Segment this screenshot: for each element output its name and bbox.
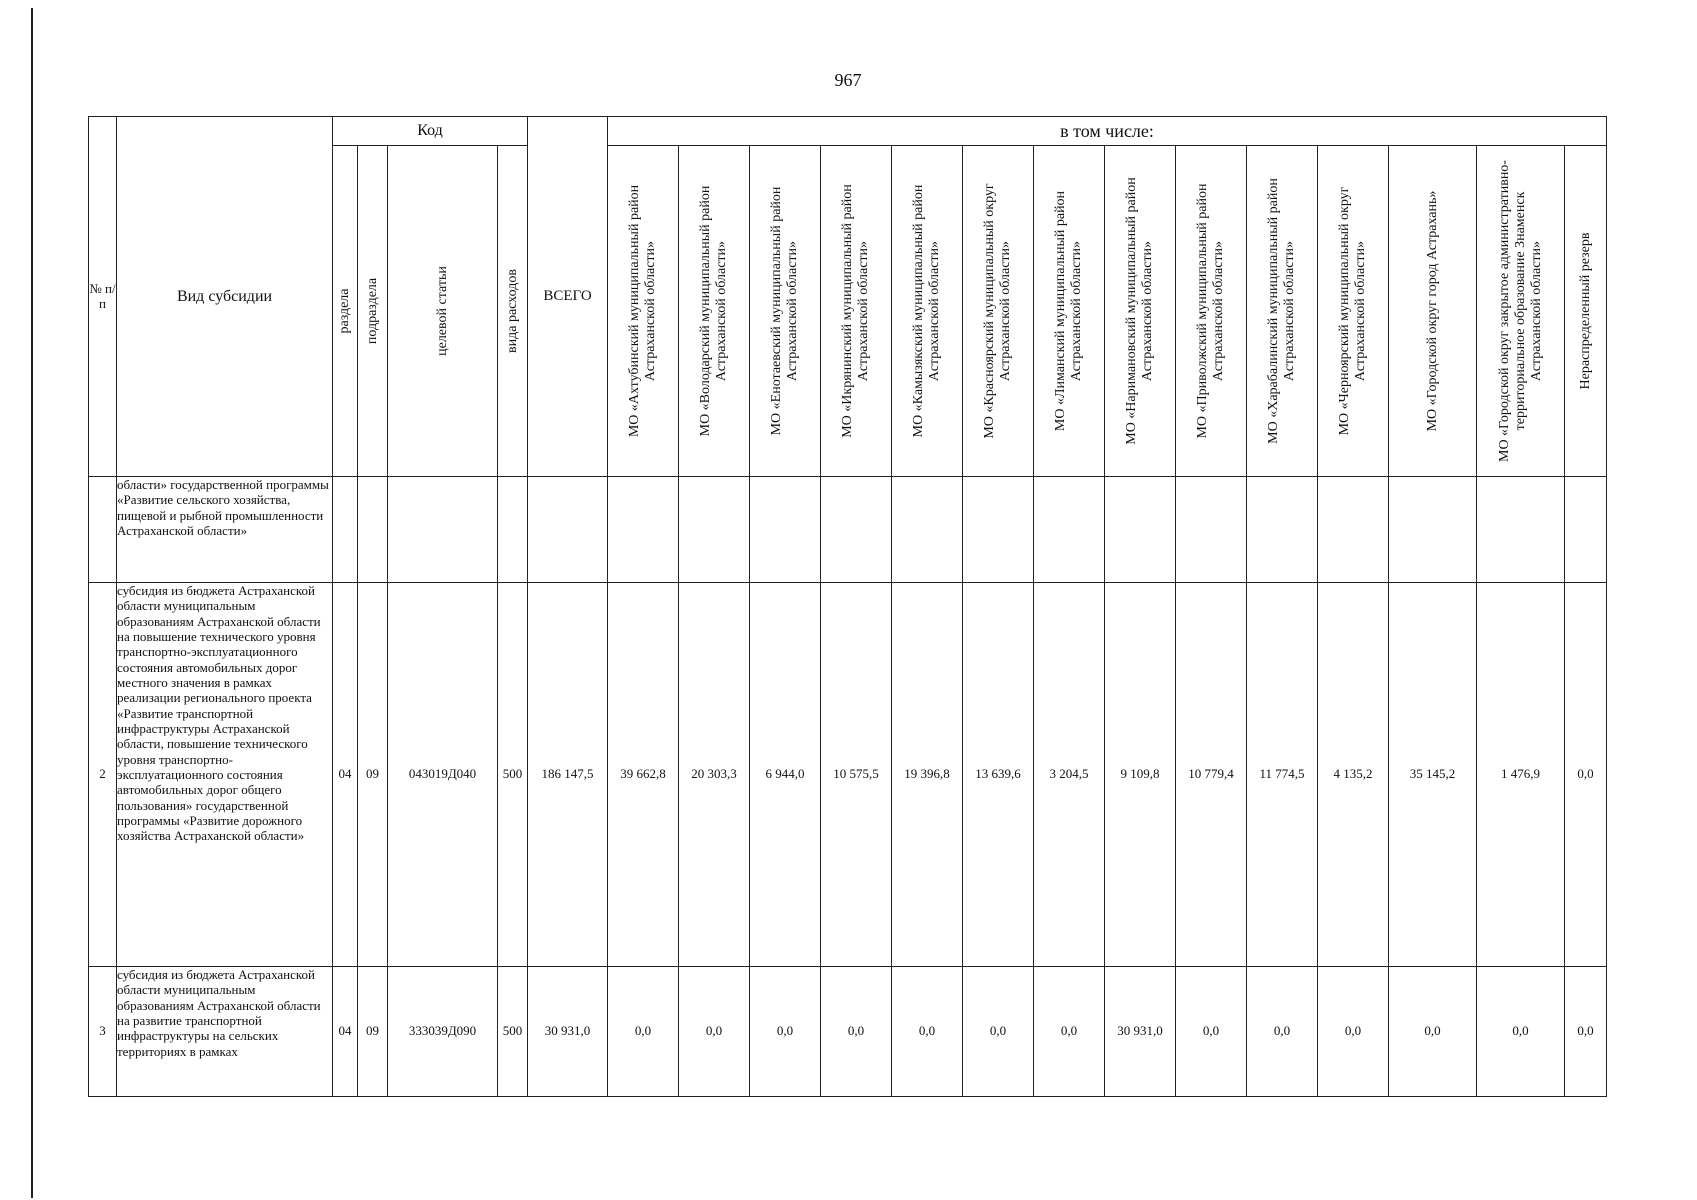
row-value: 0,0 xyxy=(1318,967,1389,1097)
row-value: 11 774,5 xyxy=(1247,583,1318,967)
total-header: ВСЕГО xyxy=(528,117,608,477)
row-description: субсидия из бюджета Астраханской области муниципальным образованиям Астраханской области на повышение технического уровня транспортно-эксплуатационного состояния автомобильных дорог местного значения в рамках реализации регионального проекта «Развитие транспортной инфраструктуры Астраханской области, повышение технического уровня транспортно-эксплуатационного состояния автомобильных дорог общего пользования» государственной программы «Развитие дорожного хозяйства Астраханской области» xyxy=(117,583,333,967)
row-value: 0,0 xyxy=(892,967,963,1097)
district-header-astrakhan-city: МО «Городской округ город Астрахань» xyxy=(1389,146,1477,477)
row-value xyxy=(1318,477,1389,583)
row-total xyxy=(528,477,608,583)
row-value: 0,0 xyxy=(1565,583,1607,967)
row-razdel: 04 xyxy=(333,967,358,1097)
district-header-ikryaninsky: МО «Икрянинский муниципальный район Астраханской области» xyxy=(821,146,892,477)
row-value xyxy=(1477,477,1565,583)
row-value xyxy=(1176,477,1247,583)
district-header-chernoyarsky: МО «Черноярский муниципальный округ Астраханской области» xyxy=(1318,146,1389,477)
row-value xyxy=(608,477,679,583)
row-value: 0,0 xyxy=(679,967,750,1097)
table-row xyxy=(89,477,1607,583)
row-target: 043019Д040 xyxy=(388,583,498,967)
row-value: 0,0 xyxy=(1565,967,1607,1097)
row-value: 1 476,9 xyxy=(1477,583,1565,967)
row-podrazdel: 09 xyxy=(358,967,388,1097)
district-header-kamyzyaksky: МО «Камызякский муниципальный район Астраханской области» xyxy=(892,146,963,477)
row-value: 0,0 xyxy=(821,967,892,1097)
row-value: 0,0 xyxy=(750,967,821,1097)
row-value: 13 639,6 xyxy=(963,583,1034,967)
row-value xyxy=(821,477,892,583)
table-row xyxy=(89,967,1607,1097)
row-total: 30 931,0 xyxy=(528,967,608,1097)
row-value: 19 396,8 xyxy=(892,583,963,967)
row-value: 0,0 xyxy=(1247,967,1318,1097)
row-vid: 500 xyxy=(498,967,528,1097)
row-target xyxy=(388,477,498,583)
subsidy-table xyxy=(88,116,1607,1097)
code-razdel-header: раздела xyxy=(333,146,358,477)
district-header-privolzhsky: МО «Приволжский муниципальный район Астраханской области» xyxy=(1176,146,1247,477)
district-header-enotaevsky: МО «Енотаевский муниципальный район Астраханской области» xyxy=(750,146,821,477)
row-value xyxy=(892,477,963,583)
row-number: 3 xyxy=(89,967,117,1097)
district-header-akhtubinsky: МО «Ахтубинский муниципальный район Астраханской области» xyxy=(608,146,679,477)
including-header: в том числе: xyxy=(608,117,1607,146)
row-podrazdel xyxy=(358,477,388,583)
type-header: Вид субсидии xyxy=(117,117,333,477)
row-value: 0,0 xyxy=(1389,967,1477,1097)
num-header: № п/п xyxy=(89,117,117,477)
district-header-narimanovsky: МО «Наримановский муниципальный район Астраханской области» xyxy=(1105,146,1176,477)
row-target: 333039Д090 xyxy=(388,967,498,1097)
code-group-header: Код xyxy=(333,117,528,146)
row-value: 0,0 xyxy=(1034,967,1105,1097)
code-podrazdel-header: подраздела xyxy=(358,146,388,477)
district-header-reserve: Нераспределенный резерв xyxy=(1565,146,1607,477)
row-value: 10 779,4 xyxy=(1176,583,1247,967)
code-vid-header: вида расходов xyxy=(498,146,528,477)
row-podrazdel: 09 xyxy=(358,583,388,967)
row-total: 186 147,5 xyxy=(528,583,608,967)
row-description: области» государственной программы «Развитие сельского хозяйства, пищевой и рыбной промышленности Астраханской области» xyxy=(117,477,333,583)
page-number: 967 xyxy=(834,70,862,90)
row-value xyxy=(963,477,1034,583)
row-value: 0,0 xyxy=(608,967,679,1097)
row-description: субсидия из бюджета Астраханской области муниципальным образованиям Астраханской области на развитие транспортной инфраструктуры на сельских территориях в рамках xyxy=(117,967,333,1097)
row-value xyxy=(1565,477,1607,583)
binding-line xyxy=(31,8,33,1198)
row-value: 0,0 xyxy=(1477,967,1565,1097)
row-value: 35 145,2 xyxy=(1389,583,1477,967)
row-razdel xyxy=(333,477,358,583)
row-value xyxy=(1105,477,1176,583)
row-value: 9 109,8 xyxy=(1105,583,1176,967)
row-value: 6 944,0 xyxy=(750,583,821,967)
row-value: 0,0 xyxy=(1176,967,1247,1097)
row-vid xyxy=(498,477,528,583)
district-header-volodarsky: МО «Володарский муниципальный район Астраханской области» xyxy=(679,146,750,477)
row-value xyxy=(679,477,750,583)
row-razdel: 04 xyxy=(333,583,358,967)
district-header-kharabalinsky: МО «Харабалинский муниципальный район Астраханской области» xyxy=(1247,146,1318,477)
code-target-header: целевой статьи xyxy=(388,146,498,477)
row-value: 30 931,0 xyxy=(1105,967,1176,1097)
row-vid: 500 xyxy=(498,583,528,967)
row-value xyxy=(750,477,821,583)
table-row xyxy=(89,583,1607,967)
district-header-krasnoyarsky: МО «Красноярский муниципальный округ Астраханской области» xyxy=(963,146,1034,477)
row-value xyxy=(1389,477,1477,583)
row-value xyxy=(1034,477,1105,583)
row-number: 2 xyxy=(89,583,117,967)
row-value: 20 303,3 xyxy=(679,583,750,967)
row-value: 10 575,5 xyxy=(821,583,892,967)
row-value: 3 204,5 xyxy=(1034,583,1105,967)
district-header-limansky: МО «Лиманский муниципальный район Астраханской области» xyxy=(1034,146,1105,477)
row-value: 4 135,2 xyxy=(1318,583,1389,967)
row-number xyxy=(89,477,117,583)
row-value: 39 662,8 xyxy=(608,583,679,967)
district-header-znamensk: МО «Городской округ закрытое административно-территориальное образование Знаменск Астраханской области» xyxy=(1477,146,1565,477)
row-value: 0,0 xyxy=(963,967,1034,1097)
row-value xyxy=(1247,477,1318,583)
